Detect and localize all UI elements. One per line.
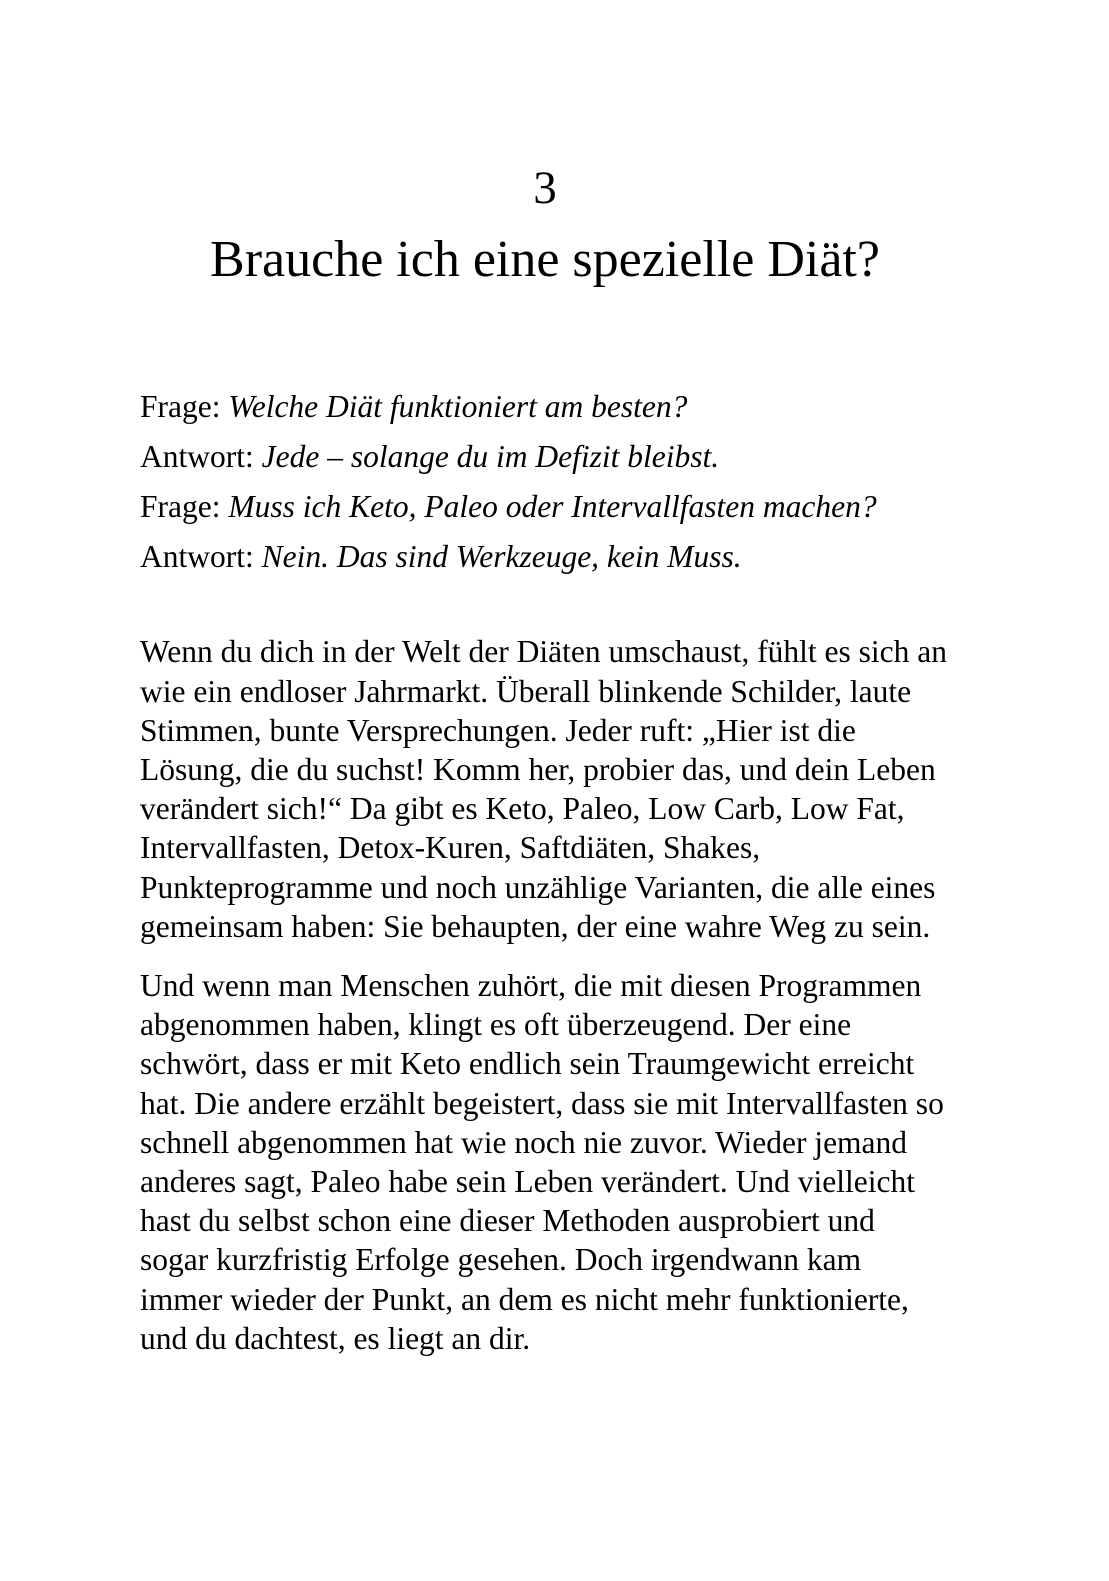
qa-label: Frage:: [140, 389, 221, 425]
qa-item: [140, 382, 950, 432]
qa-item: [140, 432, 950, 482]
question-answer-block: [140, 382, 950, 582]
qa-text: Welche Diät funktioniert am besten?: [228, 389, 688, 425]
body-paragraph: Und wenn man Menschen zuhört, die mit diesen Programmen abgenommen haben, klingt es oft überzeugend. Der eine schwört, dass er mit Keto endlich sein Traumgewicht erreicht hat. Die andere erzählt begeistert, dass sie mit Intervallfasten so schnell abgenommen hat wie noch nie zuvor. Wieder jemand anderes sagt, Paleo habe sein Leben verändert. Und vielleicht hast du selbst schon eine dieser Methoden ausprobiert und sogar kurzfristig Erfolge gesehen. Doch irgendwann kam immer wieder der Punkt, an dem es nicht mehr funktionierte, und du dachtest, es liegt an dir.: [140, 967, 944, 1356]
qa-text: Muss ich Keto, Paleo oder Intervallfasten machen?: [228, 489, 877, 525]
body-paragraph: Wenn du dich in der Welt der Diäten umschaust, fühlt es sich an wie ein endloser Jahrmarkt. Überall blinkende Schilder, laute Stimmen, bunte Versprechungen. Jeder ruft: „Hier ist die Lösung, die du suchst! Komm her, probier das, und dein Leben verändert sich!“ Da gibt es Keto, Paleo, Low Carb, Low Fat, Intervallfasten, Detox-Kuren, Saftdiäten, Shakes, Punkteprogramme und noch unzählige Varianten, die alle eines gemeinsam haben: Sie behaupten, der eine wahre Weg zu sein.: [140, 634, 948, 944]
qa-label: Frage:: [140, 489, 221, 525]
chapter-number: 3: [533, 162, 557, 214]
qa-text: Nein. Das sind Werkzeuge, kein Muss.: [261, 539, 742, 575]
chapter-header: [140, 0, 950, 290]
page-content-column: [140, 0, 950, 1358]
qa-label: Antwort:: [140, 439, 254, 475]
qa-item: [140, 532, 950, 582]
qa-label: Antwort:: [140, 539, 254, 575]
qa-text: Jede – solange du im Defizit bleibst.: [261, 439, 720, 475]
page-title: Brauche ich eine spezielle Diät?: [210, 231, 880, 288]
qa-item: [140, 482, 950, 532]
body-text: [140, 632, 950, 1358]
